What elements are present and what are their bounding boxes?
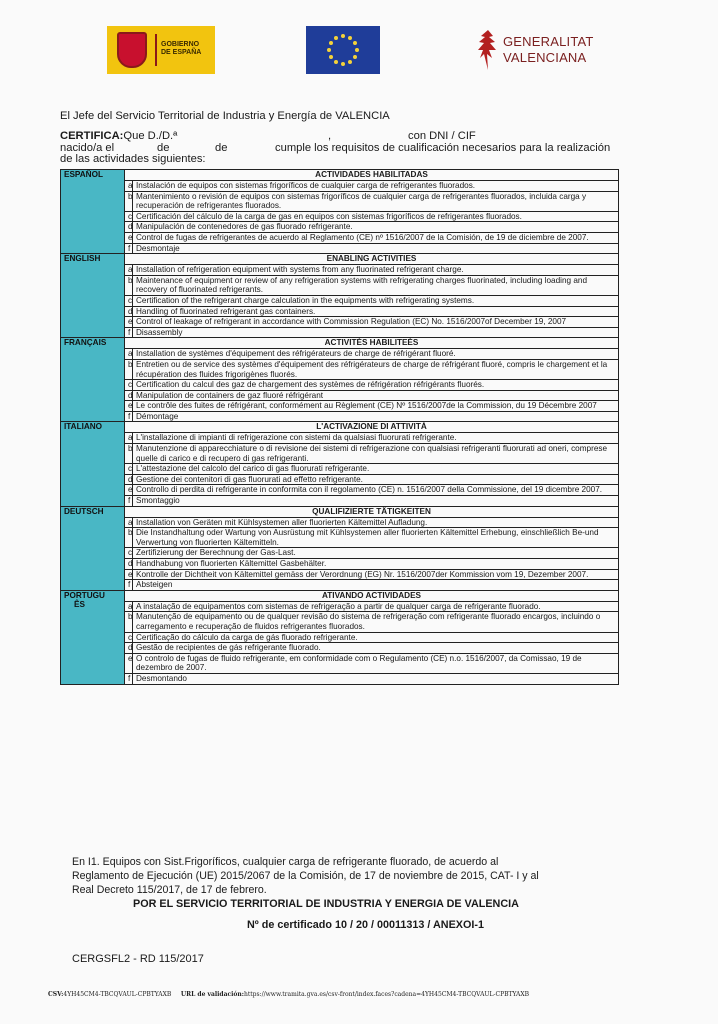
issuing-service: POR EL SERVICIO TERRITORIAL DE INDUSTRIA Y ENERGIA DE VALENCIA: [133, 898, 519, 910]
activity-row: [61, 401, 619, 412]
activity-letter: d: [125, 222, 133, 233]
language-label-line: PORTUGU: [64, 590, 105, 600]
section-header-row: [61, 254, 619, 265]
certifica-label: CERTIFICA:: [60, 130, 124, 142]
validation-url[interactable]: https://www.tramita.gva.es/csv-front/index.faces?cadena=4YH45CM4-TBCQVAUL-CPBTYAXB: [244, 991, 530, 998]
activity-row: [61, 474, 619, 485]
activity-text: Disassembly: [133, 327, 619, 338]
activity-row: [61, 464, 619, 475]
activity-row: [61, 496, 619, 507]
activity-letter: c: [125, 211, 133, 222]
activity-row: [61, 580, 619, 591]
language-label: DEUTSCH: [64, 506, 104, 516]
activity-letter: e: [125, 317, 133, 328]
csv-label: CSV:: [48, 991, 64, 998]
activity-text: Absteigen: [133, 580, 619, 591]
activity-row: [61, 181, 619, 192]
activity-text: Desmontaje: [133, 243, 619, 254]
activity-row: [61, 632, 619, 643]
bat-emblem-icon: [475, 28, 501, 72]
legal-line-1: En I1. Equipos con Sist.Frigoríficos, cualquier carga de refrigerante fluorado, de acuerdo al: [72, 856, 499, 868]
issuer-title: El Jefe del Servicio Territorial de Industria y Energía de VALENCIA: [60, 110, 390, 122]
activity-text: Desmontando: [133, 673, 619, 684]
activity-text: Instalación de equipos con sistemas frigoríficos de cualquier carga de refrigerantes fluorados.: [133, 181, 619, 192]
activity-text: Gestão de recipientes de gás refrigerante fluorado.: [133, 643, 619, 654]
activity-letter: f: [125, 243, 133, 254]
activity-row: [61, 211, 619, 222]
activity-letter: f: [125, 327, 133, 338]
activity-letter: a: [125, 517, 133, 528]
born-de-2: de: [215, 142, 228, 154]
language-label: FRANÇAIS: [64, 338, 107, 348]
header-logos: [0, 26, 718, 78]
activity-row: [61, 433, 619, 444]
activity-letter: c: [125, 464, 133, 475]
activity-letter: f: [125, 411, 133, 422]
activities-intro: de las actividades siguientes:: [60, 153, 206, 165]
section-header: ENABLING ACTIVITIES: [125, 254, 619, 265]
activity-text: Zertifizierung der Berechnung der Gas-Last.: [133, 548, 619, 559]
activity-letter: e: [125, 485, 133, 496]
activity-row: [61, 601, 619, 612]
activity-row: [61, 444, 619, 464]
activity-letter: a: [125, 433, 133, 444]
certificate-number: Nº de certificado 10 / 20 / 00011313 / ANEXOI-1: [247, 919, 484, 931]
activity-letter: f: [125, 496, 133, 507]
language-cell: [61, 506, 125, 590]
spain-logo-text-line2: DE ESPAÑA: [161, 49, 202, 56]
activity-text: Handhabung von fluorierten Kältemittel Gasbehälter.: [133, 559, 619, 570]
activity-text: Certificação do cálculo da carga de gás fluorado refrigerante.: [133, 632, 619, 643]
activity-row: [61, 528, 619, 548]
activity-row: [61, 380, 619, 391]
activity-letter: a: [125, 265, 133, 276]
activity-row: [61, 191, 619, 211]
activity-row: [61, 306, 619, 317]
activity-letter: d: [125, 306, 133, 317]
section-header-row: [61, 338, 619, 349]
certifica-text: Que D./D.ª: [123, 130, 178, 142]
activity-row: [61, 612, 619, 632]
url-label: URL de validación:: [180, 991, 244, 998]
activity-row: [61, 390, 619, 401]
activity-letter: b: [125, 612, 133, 632]
activity-text: Certificación del cálculo de la carga de gas en equipos con sistemas frigoríficos de refrigerantes fluorados.: [133, 211, 619, 222]
section-header-row: [61, 170, 619, 181]
activity-row: [61, 265, 619, 276]
activity-row: [61, 295, 619, 306]
activity-row: [61, 485, 619, 496]
activity-row: [61, 222, 619, 233]
activity-letter: d: [125, 643, 133, 654]
activity-row: [61, 559, 619, 570]
activity-row: [61, 411, 619, 422]
activity-row: [61, 349, 619, 360]
activity-letter: d: [125, 390, 133, 401]
csv-value: 4YH45CM4-TBCQVAUL-CPBTYAXB: [63, 991, 172, 998]
european-union-flag-logo: [306, 26, 380, 74]
language-cell: [61, 338, 125, 422]
activity-text: Handling of fluorinated refrigerant gas containers.: [133, 306, 619, 317]
activity-text: Le contrôle des fuites de réfrigérant, conformément au Règlement (CE) Nº 1516/2007de la Commission, du 19 Décembre 2007: [133, 401, 619, 412]
legal-line-2: Reglamento de Ejecución (UE) 2015/2067 de la Comisión, de 17 de noviembre de 2015, CAT- I y al: [72, 870, 539, 882]
language-cell: [61, 422, 125, 506]
gva-logo-text-line2: VALENCIANA: [503, 50, 587, 65]
activity-text: L'attestazione del calcolo del carico di gas fluorurati refrigerante.: [133, 464, 619, 475]
activity-letter: f: [125, 580, 133, 591]
activity-row: [61, 327, 619, 338]
language-cell: [61, 170, 125, 254]
activity-letter: b: [125, 191, 133, 211]
born-label: nacido/a el: [60, 142, 115, 154]
activity-letter: b: [125, 528, 133, 548]
born-de-1: de: [157, 142, 170, 154]
language-label: ESPAÑOL: [64, 170, 103, 179]
activity-row: [61, 653, 619, 673]
activity-text: Die Instandhaltung oder Wartung von Ausrüstung mit Kühlsystemen aller fluorierten Kältemittel Erhebung, einschließlich Be-und Verwertung von fluorierten Kältemitteln.: [133, 528, 619, 548]
activity-letter: b: [125, 444, 133, 464]
activity-row: [61, 232, 619, 243]
activity-text: Manipulación de contenedores de gas fluorado refrigerante.: [133, 222, 619, 233]
language-label: ITALIANO: [64, 422, 103, 432]
activity-letter: e: [125, 232, 133, 243]
activity-letter: e: [125, 401, 133, 412]
name-comma: ,: [328, 130, 332, 142]
logo-divider: [155, 34, 157, 66]
eu-stars-icon: [306, 26, 380, 74]
activity-letter: d: [125, 474, 133, 485]
section-header-row: [61, 590, 619, 601]
spain-coat-of-arms-icon: [117, 32, 147, 68]
activity-text: Démontage: [133, 411, 619, 422]
gobierno-de-espana-logo: [107, 26, 215, 74]
activity-text: Manutenção de equipamento ou de qualquer revisão do sistema de refrigeração com refrigerante fluorado encargos, incluindo o carregamento e recuperação de fluidos refrigerantes fluorados.: [133, 612, 619, 632]
activity-row: [61, 517, 619, 528]
generalitat-valenciana-logo: [475, 28, 594, 74]
activity-text: Mantenimiento o revisión de equipos con sistemas frigoríficos de cualquier carga de refrigerantes fluorados, incluida carga y recuperación de refrigerantes fluorados.: [133, 191, 619, 211]
activity-row: [61, 359, 619, 379]
activity-letter: a: [125, 349, 133, 360]
activity-row: [61, 317, 619, 328]
activity-letter: c: [125, 632, 133, 643]
language-label-line: ÊS: [74, 600, 85, 610]
section-header: ACTIVITÉS HABILITEÉS: [125, 338, 619, 349]
section-header: L'ACTIVAZIONE DI ATTIVITÀ: [125, 422, 619, 433]
activity-letter: c: [125, 548, 133, 559]
language-cell: [61, 254, 125, 338]
activity-text: Maintenance of equipment or review of any refrigeration systems with refrigerating charges fluorinated, including loading and recovery of fluorinated refrigerants.: [133, 275, 619, 295]
activity-letter: a: [125, 601, 133, 612]
legal-line-3: Real Decreto 115/2017, de 17 de febrero.: [72, 884, 267, 896]
activity-row: [61, 275, 619, 295]
activities-table: [60, 169, 619, 685]
spain-logo-text-line1: GOBIERNO: [161, 41, 200, 48]
section-header-row: [61, 506, 619, 517]
activity-text: Manutenzione di apparecchiature o di revisione dei sistemi di refrigerazione con qualsiasi refrigeranti fluorurati ad oneri, comprese quelle di carico e di recupero di gas refrigeranti.: [133, 444, 619, 464]
language-cell: [61, 590, 125, 684]
activity-text: Kontrolle der Dichtheit von Kältemittel gemäss der Verordnung (EG) Nr. 1516/2007der Kommission vom 19, Dezember 2007.: [133, 569, 619, 580]
activity-letter: e: [125, 653, 133, 673]
dni-label: con DNI / CIF: [408, 130, 476, 142]
activity-letter: f: [125, 673, 133, 684]
activity-row: [61, 643, 619, 654]
section-header: ACTIVIDADES HABILITADAS: [125, 170, 619, 181]
section-header: ATIVANDO ACTIVIDADES: [125, 590, 619, 601]
activity-text: A instalação de equipamentos com sistemas de refrigeração a partir de qualquer carga de refrigerante fluorado.: [133, 601, 619, 612]
activity-row: [61, 569, 619, 580]
activity-text: Installation of refrigeration equipment with systems from any fluorinated refrigerant charge.: [133, 265, 619, 276]
activity-letter: e: [125, 569, 133, 580]
activity-text: L'installazione di impianti di refrigerazione con sistemi da qualsiasi fluorurati refrigerante.: [133, 433, 619, 444]
activity-row: [61, 673, 619, 684]
activity-letter: d: [125, 559, 133, 570]
activity-letter: c: [125, 295, 133, 306]
activity-letter: b: [125, 275, 133, 295]
document-code: CERGSFL2 - RD 115/2017: [72, 953, 204, 965]
activity-text: Gestione dei contenitori di gas fluorurati ad effetto refrigerante.: [133, 474, 619, 485]
activity-text: Controllo di perdita di refrigerante in conformita con il regolamento (CE) n. 1516/2007 della Commissione, del 19 dicembre 2007.: [133, 485, 619, 496]
section-header-row: [61, 422, 619, 433]
section-header: QUALIFIZIERTE TÄTIGKEITEN: [125, 506, 619, 517]
activity-row: [61, 243, 619, 254]
activity-letter: b: [125, 359, 133, 379]
activity-text: Certification du calcul des gaz de chargement des systèmes de réfrigération réfrigérants fluorés.: [133, 380, 619, 391]
gva-logo-text-line1: GENERALITAT: [503, 34, 594, 49]
activity-text: Installation de systèmes d'équipement des réfrigérateurs de charge de réfrigérant fluoré.: [133, 349, 619, 360]
requirements-text: cumple los requisitos de cualificación necesarios para la realización: [275, 142, 611, 154]
activity-text: Manipulation de containers de gaz fluoré réfrigérant: [133, 390, 619, 401]
activity-letter: a: [125, 181, 133, 192]
language-label: ENGLISH: [64, 254, 101, 264]
activity-row: [61, 548, 619, 559]
activity-text: Certification of the refrigerant charge calculation in the equipments with refrigerating systems.: [133, 295, 619, 306]
activity-text: Smontaggio: [133, 496, 619, 507]
activity-letter: c: [125, 380, 133, 391]
activity-text: Control de fugas de refrigerantes de acuerdo al Reglamento (CE) nº 1516/2007 de la Comisión, de 19 de diciembre de 2007.: [133, 232, 619, 243]
activity-text: Entretien ou de service des systèmes d'équipement des réfrigérateurs de charge de réfrigérant fluoré, compris le chargement et la récupération des fluides frigorigènes fluorés.: [133, 359, 619, 379]
csv-validation-line: [48, 991, 529, 998]
activity-text: Installation von Geräten mit Kühlsystemen aller fluorierten Kältemittel Aufladung.: [133, 517, 619, 528]
activity-text: O controlo de fugas de fluido refrigerante, em conformidade com o Regulamento (CE) n.o. 1516/2007, da Comissao, 19 de dezembro de 2007.: [133, 653, 619, 673]
activity-text: Control of leakage of refrigerant in accordance with Commission Regulation (EC) No. 1516/2007of December 19, 2007: [133, 317, 619, 328]
